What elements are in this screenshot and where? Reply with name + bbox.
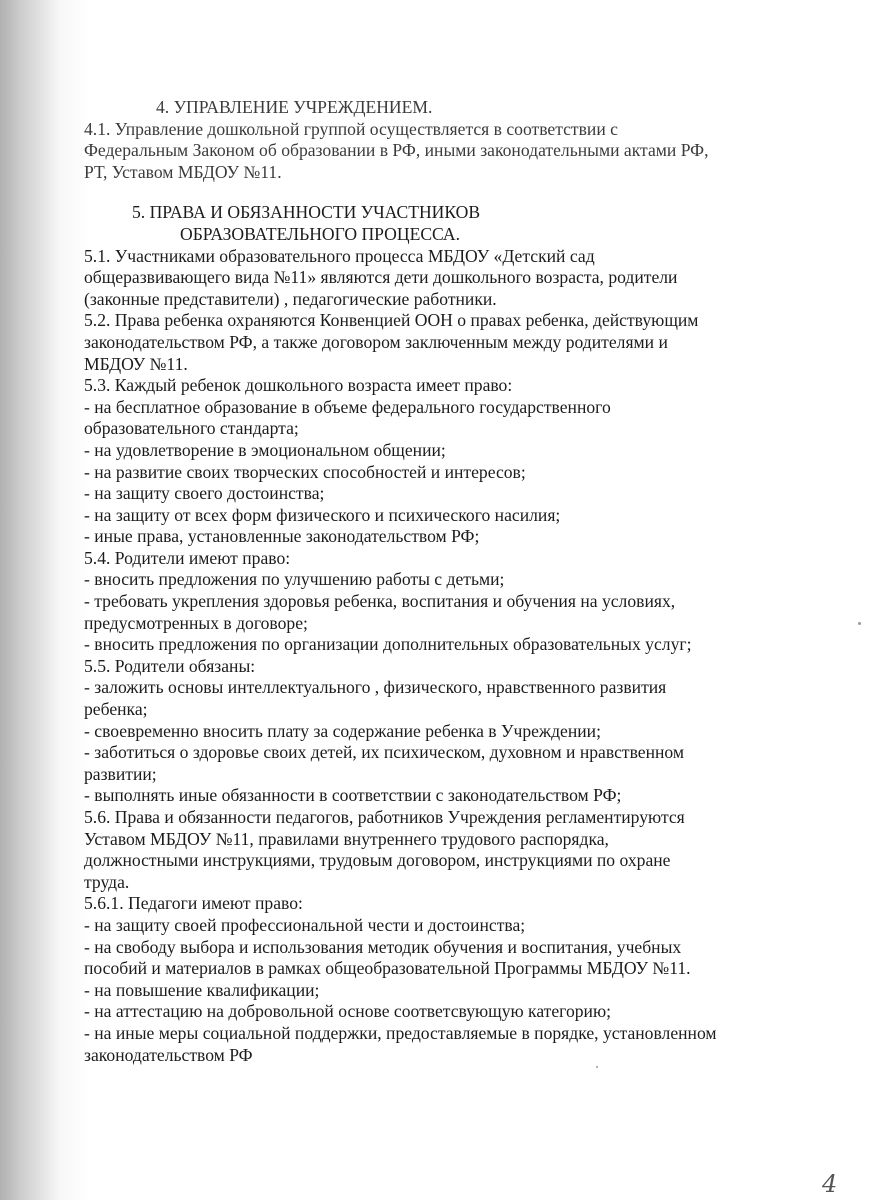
list-item: - вносить предложения по организации дополнительных образовательных услуг; bbox=[84, 634, 692, 655]
scan-speck bbox=[596, 1066, 598, 1068]
list-item: - своевременно вносить плату за содержание ребенка в Учреждении; bbox=[84, 720, 601, 741]
paragraph-line: труда. bbox=[84, 871, 130, 892]
paragraph-line: МБДОУ №11. bbox=[84, 353, 188, 374]
list-item: - на защиту от всех форм физического и психического насилия; bbox=[84, 504, 561, 525]
paragraph-line: 5.1. Участниками образовательного процесса МБДОУ «Детский сад bbox=[84, 245, 595, 266]
list-item: - на аттестацию на добровольной основе соответсвующую категорию; bbox=[84, 1001, 611, 1022]
document-body bbox=[84, 97, 824, 1066]
list-item: - заложить основы интеллектуального , физического, нравственного развития bbox=[84, 677, 667, 698]
list-item: - выполнять иные обязанности в соответствии с законодательством РФ; bbox=[84, 785, 622, 806]
paragraph-line: 4.1. Управление дошкольной группой осуществляется в соответствии с bbox=[84, 118, 618, 139]
section-4-heading: 4. УПРАВЛЕНИЕ УЧРЕЖДЕНИЕМ. bbox=[156, 97, 433, 117]
paragraph-line: 5.3. Каждый ребенок дошкольного возраста имеет право: bbox=[84, 375, 513, 396]
paragraph-line: Федеральным Законом об образовании в РФ, иными законодательными актами РФ, bbox=[84, 140, 709, 161]
section-5-heading-line-2: ОБРАЗОВАТЕЛЬНОГО ПРОЦЕССА. bbox=[180, 223, 461, 244]
paragraph-line: законодательством РФ, а также договором заключенным между родителями и bbox=[84, 331, 668, 352]
list-item: - на удовлетворение в эмоциональном общении; bbox=[84, 439, 446, 460]
list-item: - на повышение квалификации; bbox=[84, 979, 320, 1000]
paragraph-line: 5.5. Родители обязаны: bbox=[84, 655, 256, 676]
list-item: - на свободу выбора и использования методик обучения и воспитания, учебных bbox=[84, 936, 682, 957]
list-item: - на иные меры социальной поддержки, предоставляемые в порядке, установленном bbox=[84, 1022, 717, 1043]
paragraph-line: предусмотренных в договоре; bbox=[84, 612, 308, 633]
list-item: - на развитие своих творческих способностей и интересов; bbox=[84, 461, 526, 482]
paragraph-line: 5.4. Родители имеют право: bbox=[84, 547, 291, 568]
list-item: - на бесплатное образование в объеме федерального государственного bbox=[84, 396, 611, 417]
paragraph-line: должностными инструкциями, трудовым договором, инструкциями по охране bbox=[84, 850, 671, 871]
list-item: - на защиту своего достоинства; bbox=[84, 483, 325, 504]
paragraph-line: (законные представители) , педагогические работники. bbox=[84, 288, 497, 309]
list-item: - вносить предложения по улучшению работы с детьми; bbox=[84, 569, 505, 590]
paragraph-line: развитии; bbox=[84, 763, 157, 784]
paragraph-line: 5.6. Права и обязанности педагогов, работников Учреждения регламентируются bbox=[84, 807, 685, 827]
paragraph-line: образовательного стандарта; bbox=[84, 418, 299, 439]
section-5-heading-line-1: 5. ПРАВА И ОБЯЗАННОСТИ УЧАСТНИКОВ bbox=[132, 202, 481, 223]
list-item: - иные права, установленные законодательством РФ; bbox=[84, 526, 480, 547]
list-item: - на защиту своей профессиональной чести и достоинства; bbox=[84, 914, 526, 935]
paragraph-line: ребенка; bbox=[84, 699, 148, 720]
section-4-text bbox=[84, 119, 824, 184]
list-item: - заботиться о здоровье своих детей, их психическом, духовном и нравственном bbox=[84, 742, 685, 763]
section-5-text bbox=[84, 246, 824, 1067]
scan-speck bbox=[858, 622, 861, 625]
paragraph-line: 5.2. Права ребенка охраняются Конвенцией ООН о правах ребенка, действующим bbox=[84, 310, 699, 331]
section-gap bbox=[84, 183, 824, 202]
paragraph-line: общеразвивающего вида №11» являются дети дошкольного возраста, родители bbox=[84, 267, 678, 288]
paragraph-line: законодательством РФ bbox=[84, 1044, 253, 1065]
paragraph-line: РТ, Уставом МБДОУ №11. bbox=[84, 161, 282, 182]
binding-shadow bbox=[0, 0, 60, 1200]
page-number: 4 bbox=[822, 1170, 838, 1198]
paragraph-line: 5.6.1. Педагоги имеют право: bbox=[84, 893, 303, 914]
paragraph-line: Уставом МБДОУ №11, правилами внутреннего трудового распорядка, bbox=[84, 828, 609, 849]
list-item: - требовать укрепления здоровья ребенка, воспитания и обучения на условиях, bbox=[84, 591, 676, 612]
paragraph-line: пособий и материалов в рамках общеобразовательной Программы МБДОУ №11. bbox=[84, 958, 691, 979]
